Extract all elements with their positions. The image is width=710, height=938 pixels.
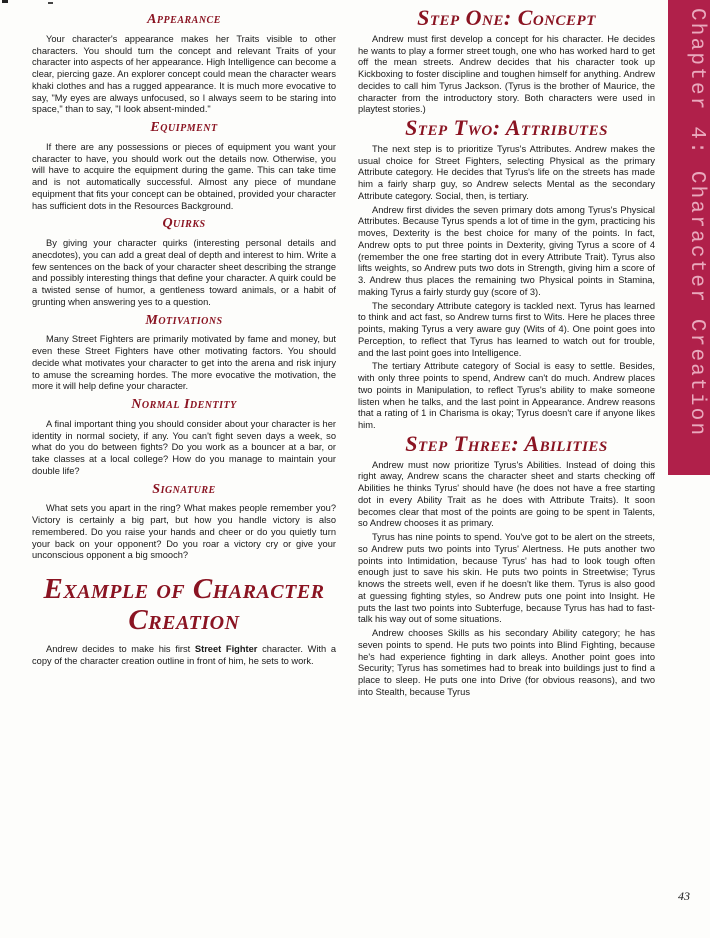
example-text-start: Andrew decides to make his first (46, 644, 195, 654)
equipment-text: If there are any possessions or pieces of equipment you want your character to have, you should work out the details now. Otherwise, you will have to acquire the equipment during the game. This can take time and is not automatically successful. Almost any piece of mundane equipment that fits your concept can be obtained, provided your character has sufficient dots in the Resources Background. (32, 141, 336, 211)
page-number: 43 (678, 889, 690, 903)
step-two-paragraph: The secondary Attribute category is tackled next. Tyrus has learned to think and act fast, so Andrew turns first to Wits. Here he places three points, making Tyrus a very aware guy (Wits of 4). One point goes into Perception, to reflect that Tyrus has learned to watch out for trouble, and the last point goes into Intelligence. (358, 300, 655, 358)
step-one-text: Andrew must first develop a concept for his character. He decides he wants to play a former street tough, one who has worked hard to get off the mean streets. Andrew decides that his character took up Kickboxing to foster discipline and toughen himself for anything. Andrew decides to call him Tyrus Jackson. (Tyrus is the brother of Maurice, the character from the introductory story. Both characters were used in playtest stories.) (358, 33, 655, 115)
quirks-text: By giving your character quirks (interesting personal details and anecdotes), you can add a great deal of depth and interest to him. Write a few sentences on the back of your character sheet describing the strange and possibly interesting things that define your character. A quirk could be a twisted sense of humor, a gentleness toward animals, or a habit of grunting when answering yes to a question. (32, 238, 336, 307)
appearance-text: Your character's appearance makes her Traits visible to other characters. You should turn the concept and relevant Traits of your character into aspects of her appearance. High Intelligence can become a clear, piercing gaze. An explorer concept could mean the character wears khaki clothes and has a rugged appearance. It is much more evocative to say, "My eyes are always unfocused, so I always seem to be staring into space," than to say, "I look absent-minded." (32, 33, 336, 115)
step-three-paragraph: Andrew chooses Skills as his secondary Ability category; he has seven points to spend. He puts two points into Blind Fighting, because he's had experience fighting in dark alleys. Another point goes into Security; Tyrus has sometimes had to break into buildings just to find a place to sleep. He puts one into Drive (for obvious reasons), and two into Stealth, because Tyrus (358, 628, 655, 697)
step-three-heading: Step Three: Abilities (405, 430, 608, 456)
corner-mark-small (48, 2, 53, 4)
corner-mark (2, 0, 8, 3)
example-text-end: character. With a copy of the character creation outline in front of him, he sets to work. (32, 644, 336, 666)
step-two-heading: Step Two: Attributes (405, 115, 608, 140)
normal-identity-text: A final important thing you should consider about your character is her identity in normal society, if any. You can't fight seven days a week, so what do you do between fights? Do you work as a bouncer at a bar, or take classes at a local college? How do you manage to maintain your double life? (32, 418, 336, 476)
appearance-heading: Appearance (147, 12, 221, 27)
example-heading: Example of Character Creation (43, 573, 325, 636)
example-text (32, 644, 336, 668)
street-fighter-title: Street Fighter (194, 644, 258, 654)
signature-text: What sets you apart in the ring? What makes people remember you? Victory is certainly a big part, but how you handle victory is also remembered. Do you raise your hands and cheer or do you quietly turn your back on your opponent? Do you roar a victory cry or give your unconscious opponent a big smooch? (32, 503, 336, 561)
signature-heading: Signature (152, 481, 216, 497)
step-two-paragraph: The next step is to prioritize Tyrus's Attributes. Andrew makes the usual choice for Street Fighters, selecting Physical as the primary Attribute category. He decides that Tyrus's life on the streets has made him a fairly sharp guy, so Andrew selects Mental as the secondary Attribute category. Social, then, is tertiary. (358, 143, 655, 201)
step-two-paragraph: The tertiary Attribute category of Social is easy to settle. Besides, with only three points to spend, Andrew can't do much. Andrew places two points in Manipulation, to reflect Tyrus's ability to make someone listen when he talks, and the last point in Appearance. Andrew reasons that a rating of 1 in Charisma is okay; Tyrus doesn't care if anyone likes him. (358, 361, 655, 430)
step-three-paragraph: Andrew must now prioritize Tyrus's Abilities. Instead of doing this right away, Andrew scans the character sheet and starts checking off Abilities he thinks Tyrus' should have (he does not have a free starting dot in every Ability Trait as he does with Attribute Traits). It soon becomes clear that most of the points are going to be spent in Talents, so Andrew chooses it as primary. (358, 459, 655, 529)
chapter-tab-title: Chapter 4: Character Creation (685, 8, 708, 438)
step-one-heading: Step One: Concept (417, 5, 596, 30)
left-column (32, 10, 336, 674)
step-three-paragraph: Tyrus has nine points to spend. You've got to be alert on the streets, so Andrew puts two points into Tyrus' Alertness. He puts another two points into Intimidation, because Tyrus' has had to look tough often enough just to save his skin. He puts two points in Streetwise; Tyrus knows the streets well, even if he doesn't like them. Tyrus is also good at guessing fighting styles, so Andrew puts one point into Insight. He puts the last two points into Subterfuge, because Tyrus has had to fast-talk his way out of some situations. (358, 532, 655, 625)
motivations-heading: Motivations (145, 312, 223, 328)
right-column (358, 5, 655, 701)
equipment-heading: Equipment (150, 120, 218, 135)
quirks-heading: Quirks (162, 216, 206, 232)
normal-identity-heading: Normal Identity (131, 397, 237, 412)
motivations-text: Many Street Fighters are primarily motivated by fame and money, but even these Street Fighters have other motivating factors. You should decide what motivates your character to get into the arena and risk injury to amuse the screaming hordes. The more evocative the motivation, the more it will help define your character. (32, 334, 336, 392)
step-two-paragraph: Andrew first divides the seven primary dots among Tyrus's Physical Attributes. Because Tyrus spends a lot of time in the gym, practicing his moves, Dexterity is the best choice for many of the points. In fact, Andrew opts to put three points in Dexterity, giving Tyrus a score of 4 (remember the one free starting dot in every Attribute Trait). Tyrus also lifts weights, so Andrew puts two dots in Strength, giving him a score of 3. Andrew thus places the remaining two Physical points in Stamina, making Tyrus a fairly sturdy guy (score of 3). (358, 204, 655, 297)
